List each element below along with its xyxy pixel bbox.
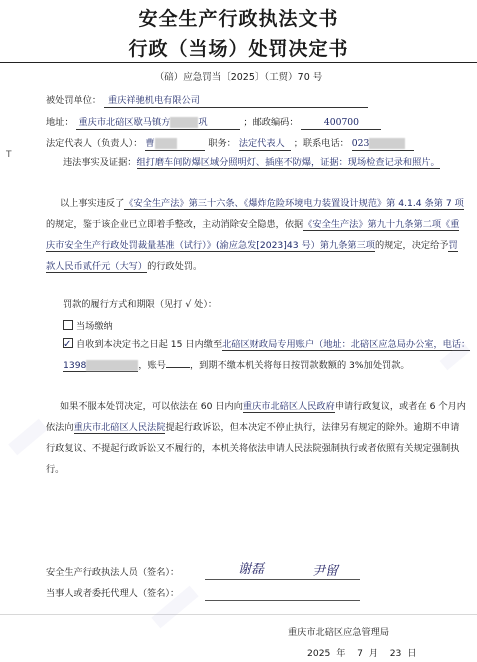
party-signature-line [205,600,360,601]
redacted-block [155,138,177,149]
party-row [46,95,368,108]
appeal-paragraph: 如果不服本处罚决定，可以依法在 60 日内向重庆市北碚区人民政府申请行政复议，或者在 6 个月内依法向重庆市北碚区人民法院提起行政诉讼，但本决定不停止执行，法律另有规定的除外。逾期不申请行政复议、不提起行政诉讼又不履行的，本机关将依法申请人民法院强制执行或者依照有关规定强制执行。 [46,401,466,475]
checkbox-on-site[interactable] [63,320,73,330]
violation-paragraph: 违法事实及证据：组打磨车间防爆区域分照明灯、插座不防爆，证据：现场检查记录和照片。 [63,157,440,168]
position-label: 职务： [208,138,236,149]
redacted-block [86,360,138,371]
phone-value: 023 [352,138,414,151]
address-row [46,117,381,130]
issuing-authority: 重庆市北碚区应急管理局 [288,627,390,638]
postcode-label: ；邮政编码： [243,117,299,128]
title-divider [0,62,477,63]
party-label: 被处罚单位： [46,95,102,106]
legal-rep-row [46,138,414,151]
fine-method-heading: 罚款的履行方式和期限（见打 √ 处）： [63,299,218,310]
address-value: 重庆市北碚区歇马镇方 巩 [76,117,240,130]
bank-account-info: 北碚区财政局专用账户（地址：北碚区应急局办公室，电话：1398 [63,339,471,371]
document-title: 安全生产行政执法文书 [138,8,339,30]
issue-date: 2025 年 7 月 23 日 [307,648,417,659]
party-value: 重庆祥驰机电有限公司 [104,95,368,108]
party-signature-label: 当事人或者委托代理人（签名）： [46,588,180,599]
legal-rep-value: 曹 [145,138,205,151]
officer-signature-line [205,579,360,580]
document-subtitle: 行政（当场）处罚决定书 [128,38,349,60]
officer-signature-1: 谢磊 [238,562,265,577]
option-bank: ✓自收到本决定书之日起 15 日内缴至北碚区财政局专用账户（地址：北碚区应急局办公室，电话：1398 ，账号 ，到期不缴本机关将每日按罚款数额的 3%加处罚款。 [63,334,471,376]
legal-rep-label: 法定代表人（负责人）： [46,138,143,149]
side-mark: T [6,150,12,160]
option-on-site: 当场缴纳 [63,320,113,333]
postcode-value: 400700 [301,117,381,130]
address-label: 地址： [46,117,74,128]
watermark-decoration [8,419,48,455]
footer-divider [0,614,477,615]
document-number: （碚）应急罚当〔2025〕（工贸）70 号 [154,72,323,83]
redacted-block [369,138,405,149]
officer-signature-label: 安全生产行政执法人员（签名）： [46,567,180,578]
decision-paragraph: 以上事实违反了《安全生产法》第三十六条、《爆炸危险环境电力装置设计规范》第 4.1.4 条第 7 项的规定，鉴于该企业已立即着手整改，主动消除安全隐患，依据《安全生产法》第九十九条第二项《重庆市安全生产行政处罚裁量基准（试行）》(渝应急发[2023]43 号）第九条第三项的规定，决定给予罚款人民币贰仟元（大写）的行政处罚。 [46,198,464,272]
position-value: 法定代表人 [239,138,291,151]
phone-label: ；联系电话： [293,138,349,149]
officer-signature-2: 尹留 [312,564,339,579]
account-number-blank [166,367,190,368]
redacted-block [170,117,198,128]
checkbox-bank[interactable] [63,338,73,348]
